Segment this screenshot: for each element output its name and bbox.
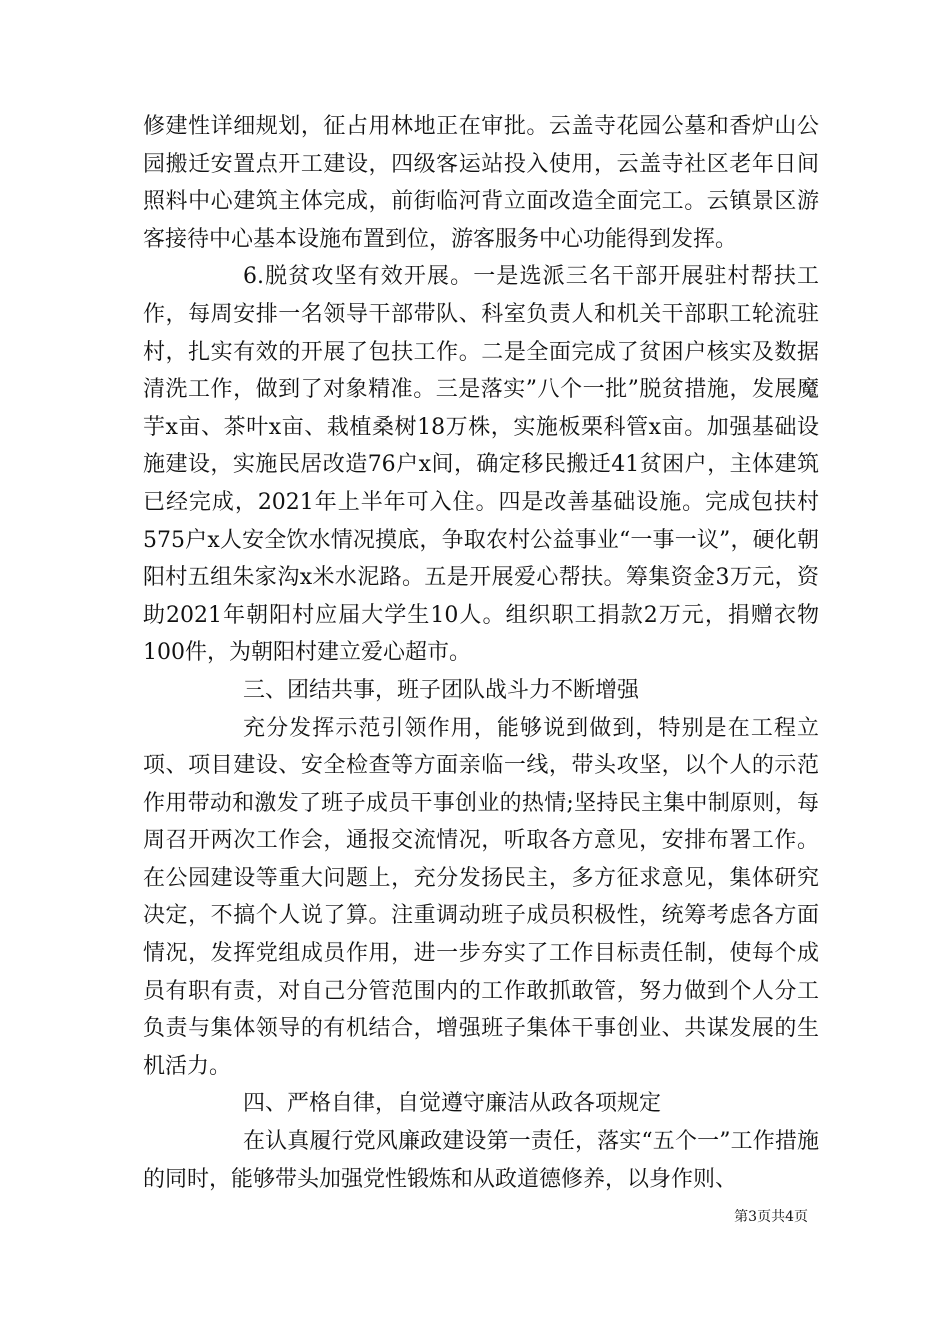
heading-section-three: 三、团结共事，班子团队战斗力不断增强 [243, 677, 640, 703]
paragraph-planning-progress: 修建性详细规划，征占用林地正在审批。云盖寺花园公墓和香炉山公园搬迁安置点开工建设，四级客运站投入使用，云盖寺社区老年日间照料中心建筑主体完成，前街临河背立面改造全面完工。云镇景区游客接待中心基本设施布置到位，游客服务中心功能得到发挥。 [143, 114, 819, 252]
heading-section-four: 四、严格自律，自觉遵守廉洁从政各项规定 [243, 1091, 662, 1117]
paragraph-team-unity: 充分发挥示范引领作用，能够说到做到，特别是在工程立项、项目建设、安全检查等方面亲临一线，带头攻坚，以个人的示范作用带动和激发了班子成员干事创业的热情;坚持民主集中制原则，每周召开两次工作会，通报交流情况，听取各方意见，安排布署工作。在公园建设等重大问题上，充分发扬民主，多方征求意见，集体研究决定，不搞个人说了算。注重调动班子成员积极性，统筹考虑各方面情况，发挥党组成员作用，进一步夯实了工作目标责任制，使每个成员有职有责，对自己分管范围内的工作敢抓敢管，努力做到个人分工负责与集体领导的有机结合，增强班子集体干事创业、共谋发展的生机活力。 [143, 715, 819, 1079]
page-number-footer: 第3页共4页 [734, 1209, 808, 1225]
paragraph-poverty-alleviation: 6.脱贫攻坚有效开展。一是选派三名干部开展驻村帮扶工作，每周安排一名领导干部带队、科室负责人和机关干部职工轮流驻村，扎实有效的开展了包扶工作。二是全面完成了贫困户核实及数据清洗工作，做到了对象精准。三是落实”八个一批”脱贫措施，发展魔芋x亩、茶叶x亩、栽植桑树18万株，实施板栗科管x亩。加强基础设施建设，实施民居改造76户x间，确定移民搬迁41贫困户，主体建筑已经完成，2021年上半年可入住。四是改善基础设施。完成包扶村575户x人安全饮水情况摸底，争取农村公益事业“一事一议”，硬化朝阳村五组朱家沟x米水泥路。五是开展爱心帮扶。筹集资金3万元，资助2021年朝阳村应届大学生10人。组织职工捐款2万元，捐赠衣物100件，为朝阳村建立爱心超市。 [143, 264, 819, 666]
paragraph-self-discipline: 在认真履行党风廉政建设第一责任，落实“五个一”工作措施的同时，能够带头加强党性锻炼和从政道德修养，以身作则、 [143, 1129, 819, 1192]
document-body [143, 108, 819, 1198]
